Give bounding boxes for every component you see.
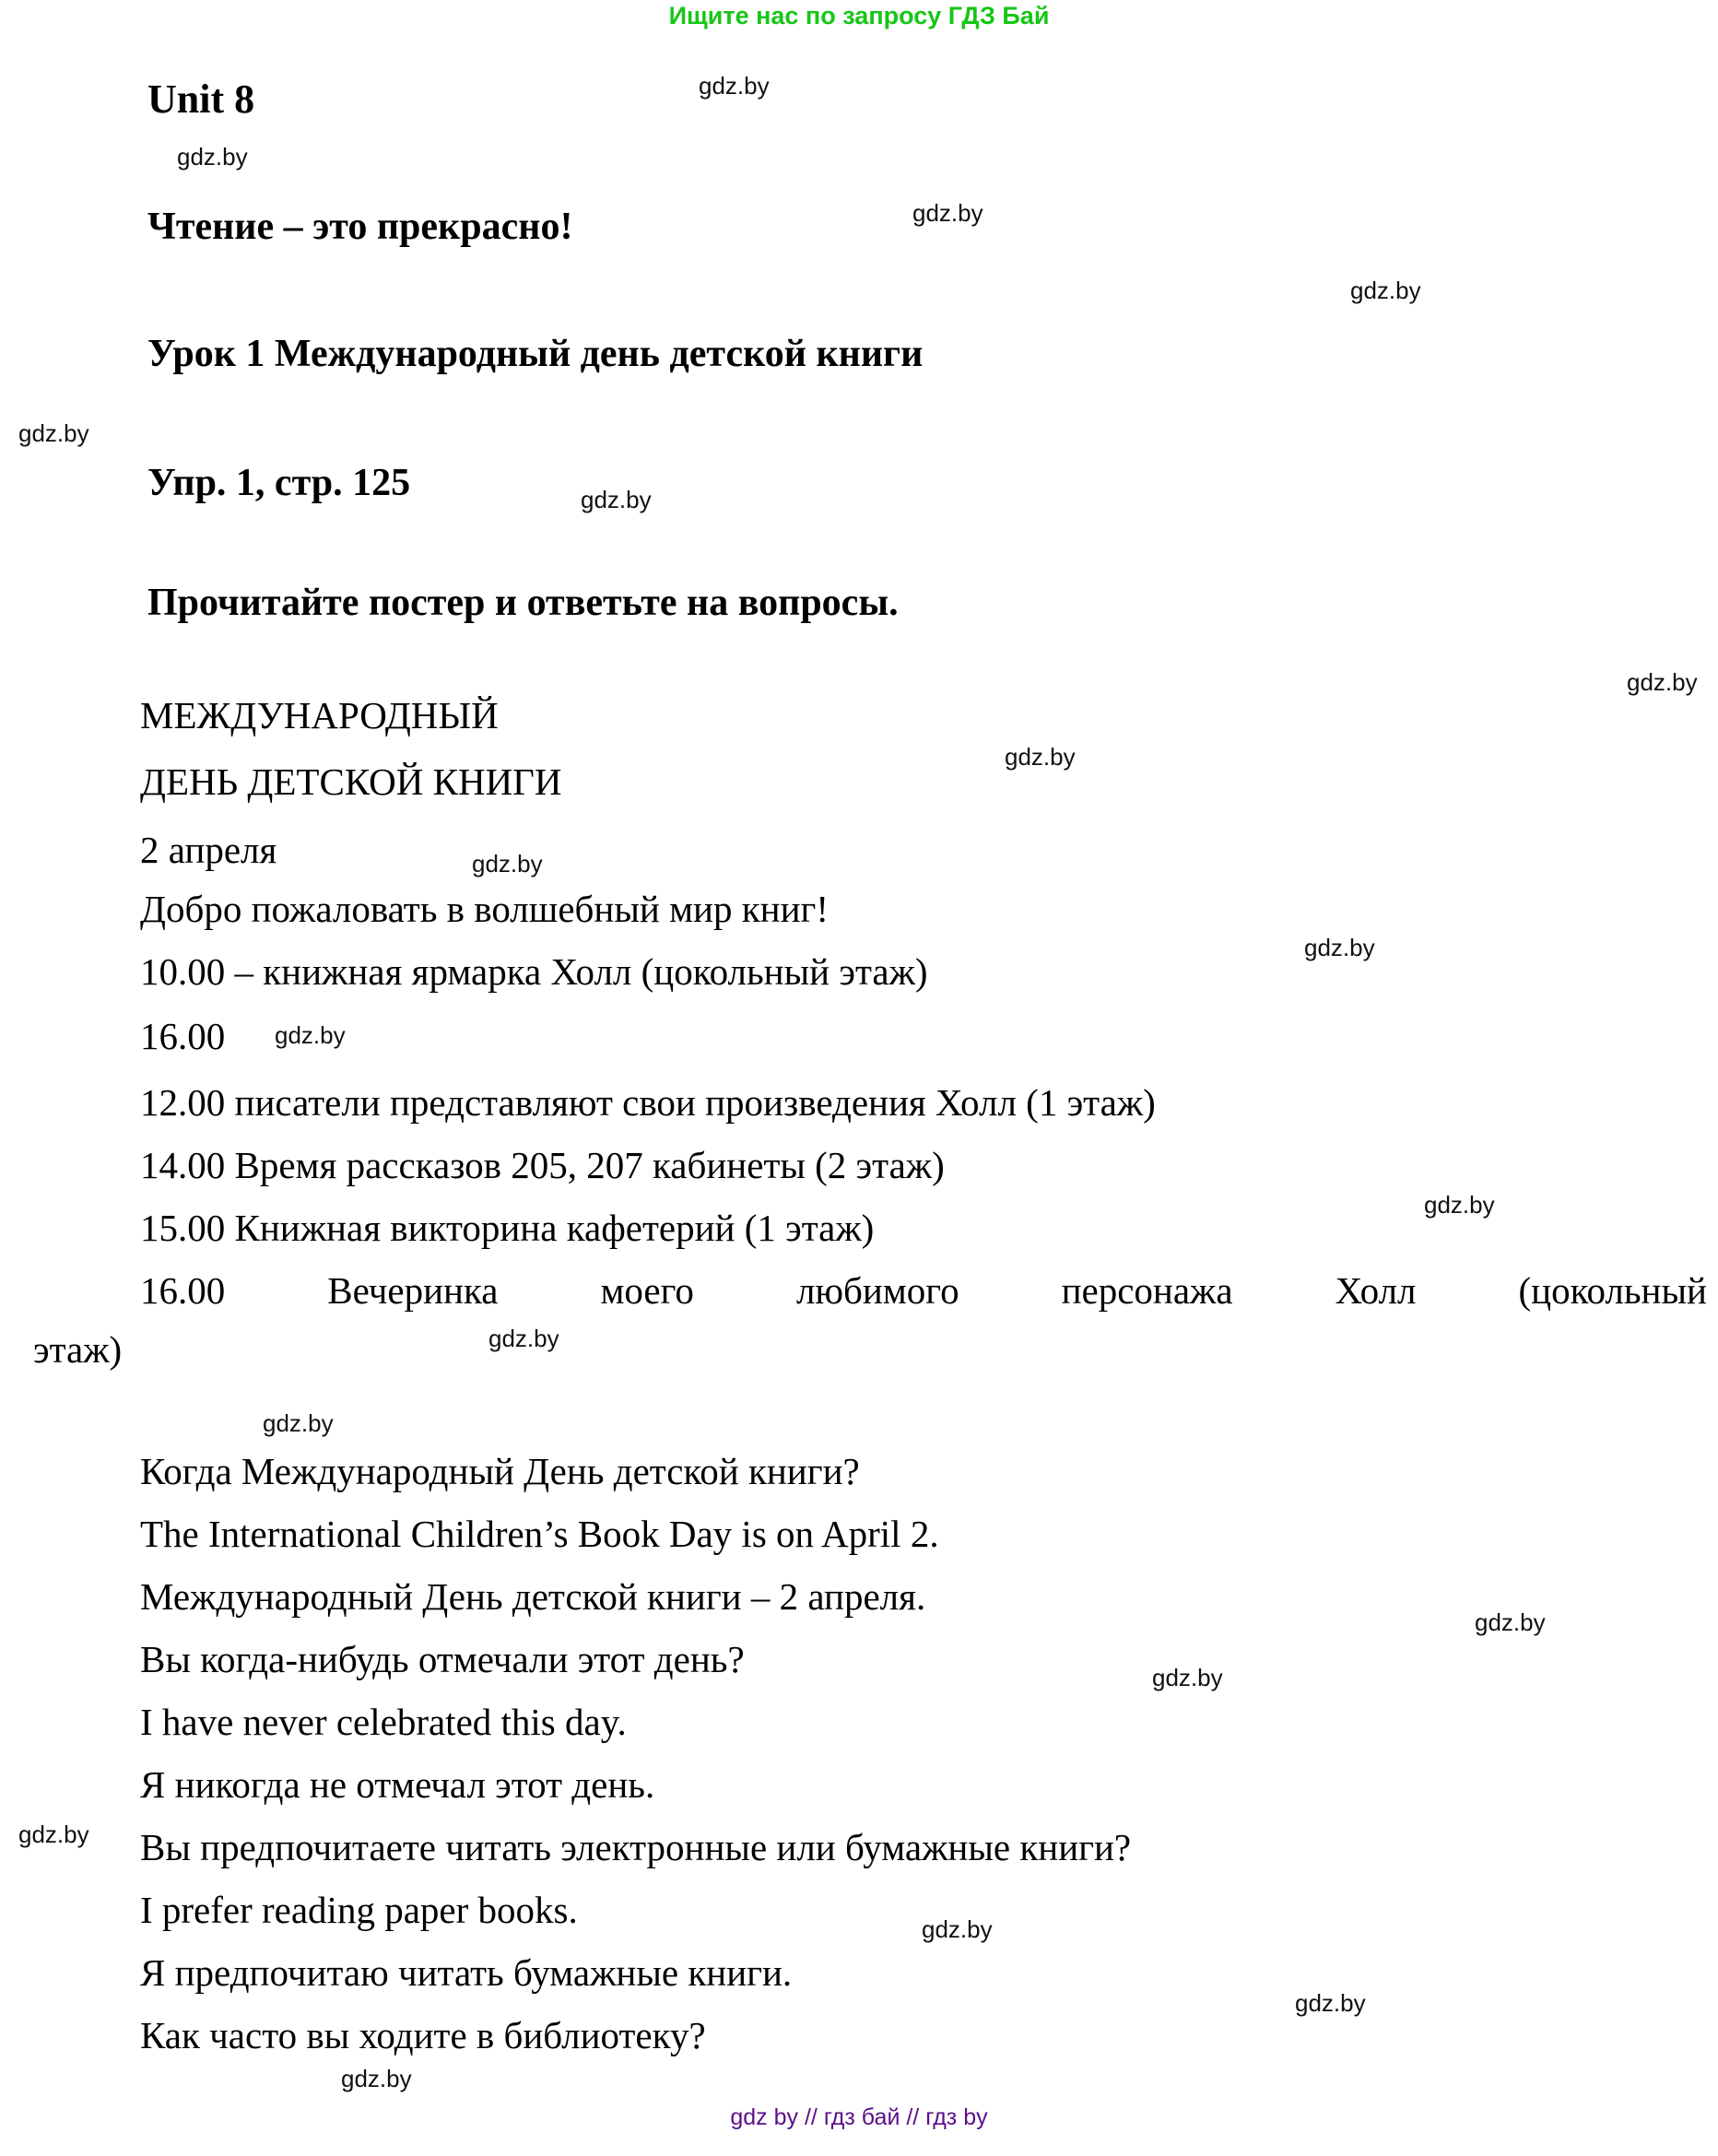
watermark: gdz.by bbox=[912, 199, 983, 227]
qa-line: Когда Международный День детской книги? bbox=[140, 1450, 860, 1492]
watermark: gdz.by bbox=[488, 1325, 559, 1352]
watermark: gdz.by bbox=[1005, 743, 1076, 771]
qa-line: The International Children’s Book Day is on April 2. bbox=[140, 1513, 939, 1555]
poster-schedule-item: 16.00 bbox=[140, 1015, 226, 1057]
watermark: gdz.by bbox=[18, 1820, 89, 1848]
qa-line: Международный День детской книги – 2 апреля. bbox=[140, 1575, 926, 1618]
poster-schedule-item-last-line-2: этаж) bbox=[33, 1328, 123, 1371]
poster-welcome: Добро пожаловать в волшебный мир книг! bbox=[140, 888, 829, 930]
watermark: gdz.by bbox=[1424, 1191, 1495, 1219]
watermark: gdz.by bbox=[472, 850, 543, 878]
poster-schedule-item-last-line-1: 16.00 Вечеринка моего любимого персонажа Холл (цокольный bbox=[140, 1269, 1707, 1312]
watermark: gdz.by bbox=[18, 419, 89, 447]
qa-line: Вы предпочитаете читать электронные или бумажные книги? bbox=[140, 1826, 1132, 1868]
watermark: gdz.by bbox=[275, 1021, 346, 1049]
watermark: gdz.by bbox=[341, 2065, 412, 2092]
watermark: gdz.by bbox=[1475, 1608, 1546, 1636]
qa-line: Вы когда-нибудь отмечали этот день? bbox=[140, 1638, 745, 1680]
watermark: gdz.by bbox=[922, 1915, 993, 1943]
watermark: gdz.by bbox=[1295, 1989, 1366, 2017]
poster-date: 2 апреля bbox=[140, 829, 277, 871]
footer-branding: gdz by // гдз бай // гдз by bbox=[730, 2104, 988, 2130]
poster-schedule-item: 10.00 – книжная ярмарка Холл (цокольный этаж) bbox=[140, 950, 928, 993]
promo-banner: Ищите нас по запросу ГДЗ Бай bbox=[668, 2, 1050, 29]
unit-heading: Unit 8 bbox=[147, 77, 255, 122]
watermark: gdz.by bbox=[1152, 1664, 1223, 1691]
poster-schedule-item: 15.00 Книжная викторина кафетерий (1 этаж) bbox=[140, 1207, 875, 1249]
lesson-heading: Урок 1 Международный день детской книги bbox=[147, 333, 924, 375]
poster-title-line-2: ДЕНЬ ДЕТСКОЙ КНИГИ bbox=[140, 760, 562, 803]
watermark: gdz.by bbox=[1627, 668, 1698, 696]
watermark: gdz.by bbox=[1350, 277, 1421, 304]
qa-line: Я предпочитаю читать бумажные книги. bbox=[140, 1951, 793, 1994]
poster-schedule-item: 12.00 писатели представляют свои произведения Холл (1 этаж) bbox=[140, 1081, 1156, 1124]
watermark: gdz.by bbox=[177, 143, 248, 171]
watermark: gdz.by bbox=[581, 486, 652, 513]
poster-title-line-1: МЕЖДУНАРОДНЫЙ bbox=[140, 694, 499, 736]
theme-heading: Чтение – это прекрасно! bbox=[147, 206, 573, 248]
watermark: gdz.by bbox=[1304, 934, 1375, 961]
qa-line: Я никогда не отмечал этот день. bbox=[140, 1763, 655, 1806]
watermark: gdz.by bbox=[699, 72, 770, 100]
qa-line: Как часто вы ходите в библиотеку? bbox=[140, 2014, 706, 2056]
exercise-heading: Упр. 1, стр. 125 bbox=[147, 462, 411, 504]
watermark: gdz.by bbox=[263, 1409, 334, 1437]
qa-line: I prefer reading paper books. bbox=[140, 1889, 578, 1931]
task-instruction: Прочитайте постер и ответьте на вопросы. bbox=[147, 582, 899, 624]
poster-schedule-item: 14.00 Время рассказов 205, 207 кабинеты (2 этаж) bbox=[140, 1144, 945, 1186]
qa-line: I have never celebrated this day. bbox=[140, 1701, 627, 1743]
